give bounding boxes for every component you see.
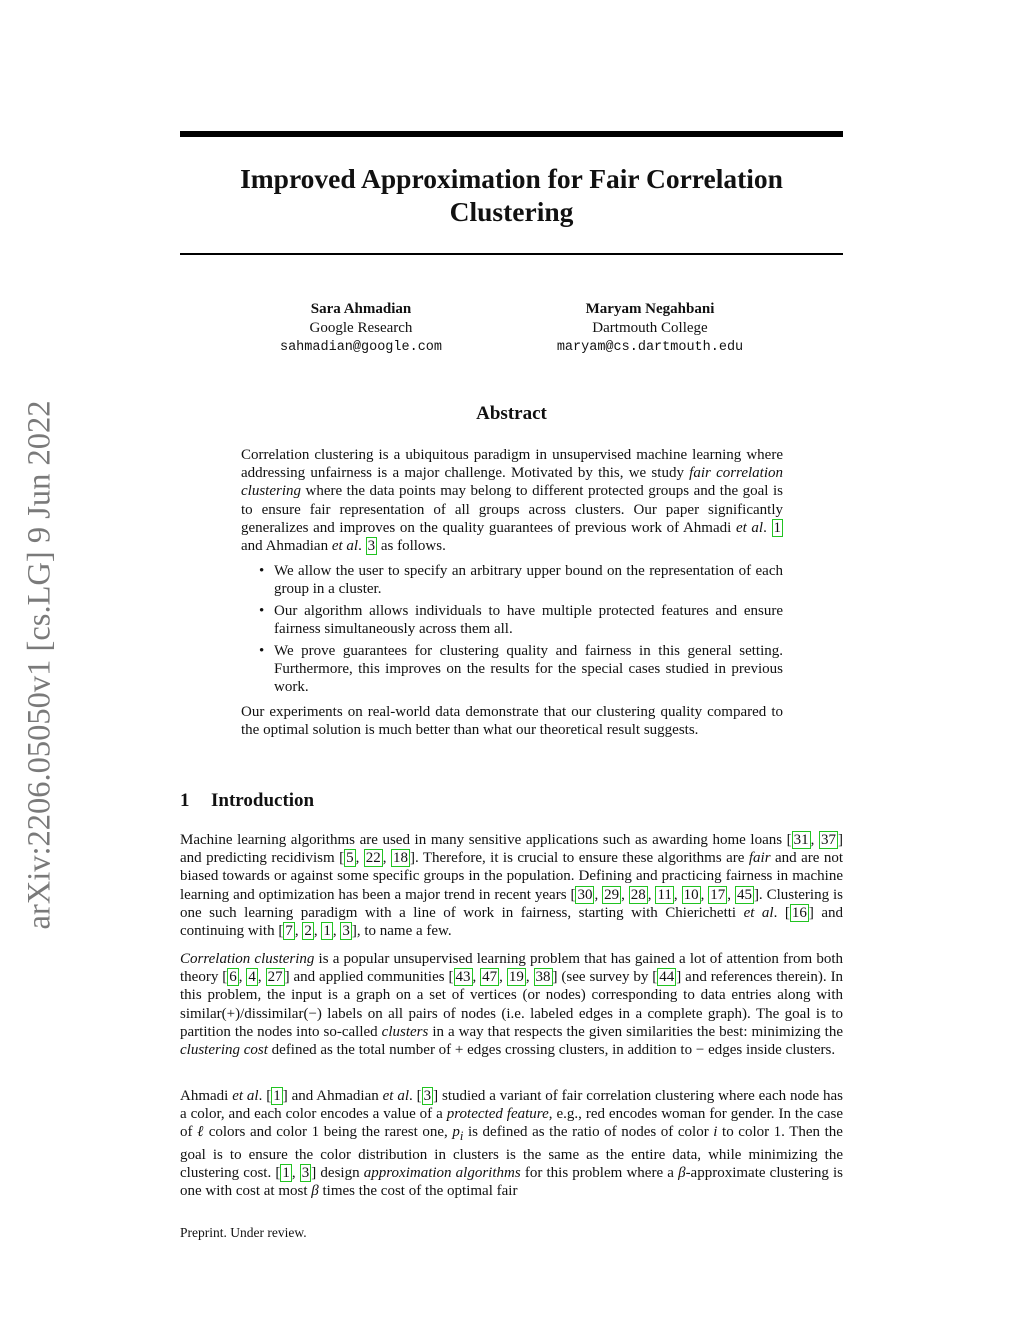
citation-link[interactable]: 22 xyxy=(365,850,381,867)
citation-link[interactable]: 45 xyxy=(736,886,752,903)
bullet-item xyxy=(241,602,783,638)
author-affiliation: Dartmouth College xyxy=(592,320,708,336)
abstract-bullet-list xyxy=(241,562,783,700)
citation-link[interactable]: 3 xyxy=(342,923,350,940)
author-name: Sara Ahmadian xyxy=(310,301,412,317)
bullet-text: We allow the user to specify an arbitrary upper bound on the representation of each group in a cluster. xyxy=(274,563,783,598)
author-affiliation: Google Research xyxy=(309,320,413,336)
bullet-icon: • xyxy=(259,563,265,579)
citation-link[interactable]: 38 xyxy=(535,969,551,986)
citation-link[interactable]: 47 xyxy=(482,969,498,986)
abstract-paragraph: Correlation clustering is a ubiquitous paradigm in unsupervised machine learning where addressing unfairness is a major challenge. Motivated by this, we study fair correlation clustering where the data points may belong to different protected groups and the goal is to ensure fair representation of all groups across clusters. Our paper significantly generalizes and improves on the quality guarantees of previous work of Ahmadi et al. 1 and Ahmadian et al. 3 as follows. xyxy=(241,447,784,555)
author-block xyxy=(500,300,800,357)
citation-link[interactable]: 1 xyxy=(323,923,331,940)
citation-link[interactable]: 18 xyxy=(392,850,408,867)
citation-link[interactable]: 43 xyxy=(455,969,471,986)
citation-link[interactable]: 11 xyxy=(657,886,672,903)
body-paragraph: Machine learning algorithms are used in many sensitive applications such as awarding home loans [ 31 , 37 ] and predicting recidivism [ 5 , 22 , 18 ]. Therefore, it is crucial to ensure these algorithms are fair and are not biased towards or against some specific groups in the population. Defining and practicing fairness in machine learning and optimization has been a major trend in recent years [ 30 , 29 , 28 , 11 , 10 , 17 , 45 ]. Clustering is one such learning paradigm with a line of work in fairness, starting with Chierichetti et al. [ 16 ] and continuing with [ 7 , 2 , 1 , 3 ], to name a few. xyxy=(180,832,844,940)
citation-link[interactable]: 17 xyxy=(710,886,726,903)
bullet-icon: • xyxy=(259,642,265,659)
citation-link[interactable]: 3 xyxy=(301,1164,310,1181)
citation-link[interactable]: 3 xyxy=(423,1088,432,1104)
paper-title: Improved Approximation for Fair Correlation Clustering xyxy=(240,163,783,227)
title-rule-bottom xyxy=(180,253,843,255)
bullet-text: Our algorithm allows individuals to have multiple protected features and ensure fairness simultaneously across them all. xyxy=(274,602,783,638)
bullet-item xyxy=(241,642,783,697)
citation-link[interactable]: 16 xyxy=(791,904,807,921)
citation-link[interactable]: 30 xyxy=(577,886,593,903)
citation-link[interactable]: 37 xyxy=(821,832,836,848)
bullet-icon: • xyxy=(259,602,265,619)
citation-link[interactable]: 6 xyxy=(229,969,237,986)
section-title: Introduction xyxy=(211,790,315,811)
citation-link[interactable]: 1 xyxy=(773,519,782,536)
citation-link[interactable]: 28 xyxy=(630,886,646,903)
citation-link[interactable]: 3 xyxy=(367,538,376,555)
citation-link[interactable]: 2 xyxy=(304,923,312,940)
abstract-paragraph: Our experiments on real-world data demonstrate that our clustering quality compared to the optimal solution is much better than what our theoretical result suggests. xyxy=(241,704,783,739)
author-name: Maryam Negahbani xyxy=(585,301,715,317)
arxiv-stamp: arXiv:2206.05050v1 [cs.LG] 9 Jun 2022 xyxy=(21,400,58,930)
citation-link[interactable]: 19 xyxy=(508,969,524,986)
body-paragraph: Ahmadi et al. [ 1 ] and Ahmadian et al. [ 3 ] studied a variant of fair correlation clustering where each node has a color, and each color encodes a value of a protected feature, e.g., red encodes woman for gender. In the case of ℓ colors and color 1 being the rarest one, $p_i$ is defined as the ratio of nodes of color i to color 1. Then the goal is to ensure the color distribution in clusters is the same as the entire data, while minimizing the clustering cost. [ 1 , 3 ] design approximation algorithms for this problem where a β-approximate clustering is one with cost at most β times the cost of the optimal fair xyxy=(180,1088,844,1200)
citation-link[interactable]: 1 xyxy=(282,1164,290,1181)
title-rule-top xyxy=(180,131,843,137)
section-heading xyxy=(180,790,314,812)
bullet-item xyxy=(241,562,783,598)
citation-link[interactable]: 31 xyxy=(793,832,809,848)
author-email[interactable]: sahmadian@google.com xyxy=(279,340,443,355)
abstract-heading: Abstract xyxy=(476,403,547,424)
section-number: 1 xyxy=(180,790,190,811)
author-block xyxy=(211,300,511,357)
citation-link[interactable]: 5 xyxy=(346,850,354,867)
footer-note: Preprint. Under review. xyxy=(180,1225,307,1240)
bullet-text: We prove guarantees for clustering quality and fairness in this general setting. Furthermore, this improves on the results for the special cases studied in previous work. xyxy=(274,642,783,696)
citation-link[interactable]: 10 xyxy=(683,886,699,903)
citation-link[interactable]: 4 xyxy=(248,969,256,986)
body-paragraph: Correlation clustering is a popular unsupervised learning problem that has gained a lot of attention from both theory [ 6 , 4 , 27 ] and applied communities [ 43 , 47 , 19 , 38 ] (see survey by [ 44 ] and references therein). In this problem, the input is a graph on a set of vertices (or nodes) corresponding to data entries along with similar(+)/dissimilar(−) labels on all pairs of nodes (i.e. labeled edges in a complete graph). The goal is to partition the nodes into so-called clusters in a way that respects the given similarities the best: minimizing the clustering cost defined as the total number of + edges crossing clusters, in addition to − edges inside clusters. xyxy=(180,951,844,1059)
citation-link[interactable]: 44 xyxy=(659,969,675,986)
citation-link[interactable]: 7 xyxy=(285,923,293,940)
author-email[interactable]: maryam@cs.dartmouth.edu xyxy=(556,340,744,355)
citation-link[interactable]: 29 xyxy=(604,886,620,903)
citation-link[interactable]: 27 xyxy=(267,969,283,986)
citation-link[interactable]: 1 xyxy=(273,1088,281,1104)
